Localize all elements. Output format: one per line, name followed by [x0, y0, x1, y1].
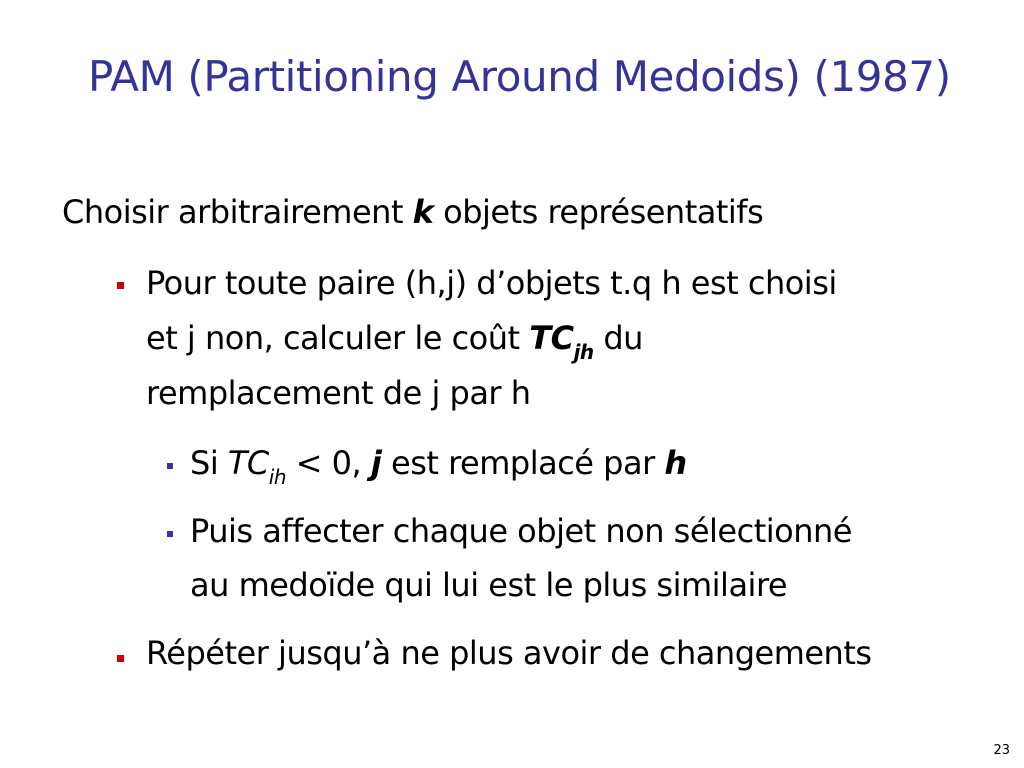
subbullet1-mid2: est remplacé par	[381, 444, 665, 482]
subbullet1-pre: Si	[190, 444, 228, 482]
subbullet-marker-2	[167, 531, 173, 537]
page-number: 23	[993, 743, 1010, 758]
intro-text-post: objets représentatifs	[433, 193, 764, 231]
subbullet2-line1: Puis affecter chaque objet non sélectionné	[190, 512, 852, 550]
bullet1-line2-post: du	[593, 319, 643, 357]
bullet-marker-1	[117, 282, 124, 289]
intro-k: k	[412, 193, 434, 231]
bullet-marker-2	[117, 655, 124, 662]
bullet1-line2-pre: et j non, calculer le coût	[146, 319, 530, 357]
subbullet1-tc: TC	[227, 444, 269, 482]
bullet1-line1: Pour toute paire (h,j) d’objets t.q h est choisi	[146, 264, 837, 302]
subbullet1-line	[190, 444, 687, 489]
bullet1-tc: TC	[529, 319, 574, 357]
bullet2-line1: Répéter jusqu’à ne plus avoir de changements	[146, 634, 872, 672]
intro-line	[62, 193, 763, 231]
subbullet-marker-1	[167, 463, 173, 469]
intro-text-pre: Choisir arbitrairement	[62, 193, 413, 231]
subbullet1-j: j	[370, 444, 382, 482]
subbullet1-mid: < 0,	[286, 444, 371, 482]
subbullet2-line2: au medoïde qui lui est le plus similaire	[190, 566, 788, 604]
subbullet1-h: h	[664, 444, 687, 482]
bullet1-line2	[146, 319, 643, 364]
slide-title: PAM (Partitioning Around Medoids) (1987)	[88, 52, 951, 101]
bullet1-tc-subscript: jh	[573, 340, 594, 364]
bullet1-line3: remplacement de j par h	[146, 374, 531, 412]
subbullet1-tc-subscript: ih	[268, 465, 286, 489]
